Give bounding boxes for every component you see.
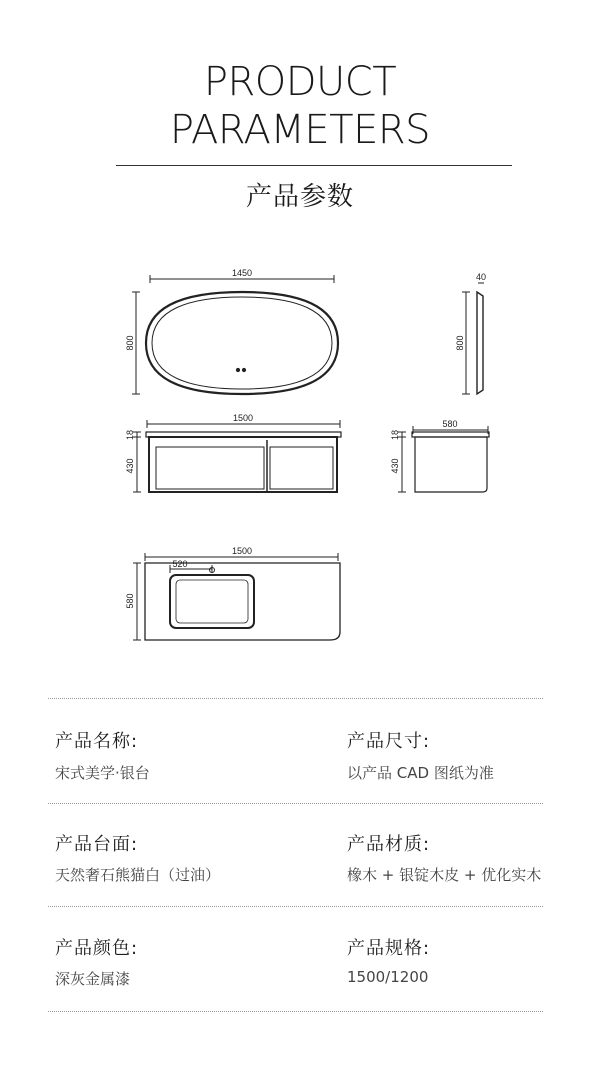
param-value-name: 宋式美学·银台 (55, 764, 150, 782)
param-value-color: 深灰金属漆 (55, 970, 131, 988)
divider (48, 1011, 543, 1012)
param-value-countertop: 天然奢石熊猫白（过油） (55, 866, 221, 884)
dim-mirror-side-height: 800 (455, 335, 465, 351)
cabinet-top-view (133, 553, 340, 640)
param-label-size: 产品尺寸: (347, 731, 431, 752)
mirror-side-view (462, 283, 484, 394)
dim-cabinet-side-top-thickness: 18 (390, 429, 400, 441)
title-line-2: PARAMETERS (169, 107, 431, 153)
cabinet-front-view (133, 420, 341, 492)
dim-cabinet-side-depth: 580 (442, 419, 458, 429)
dim-mirror-side-depth: 40 (475, 272, 487, 282)
param-label-spec: 产品规格: (347, 938, 431, 959)
divider (48, 906, 543, 907)
dim-top-view-width: 1500 (231, 546, 253, 556)
dim-mirror-height: 800 (125, 335, 135, 351)
page-subtitle: 产品参数 (245, 182, 354, 212)
divider (48, 698, 543, 699)
divider (48, 803, 543, 804)
param-label-color: 产品颜色: (55, 938, 139, 959)
title-line-1: PRODUCT (203, 59, 397, 105)
dim-cabinet-width: 1500 (232, 413, 254, 423)
dim-cabinet-top-thickness: 18 (125, 429, 135, 441)
param-label-countertop: 产品台面: (55, 834, 139, 855)
dim-top-view-depth: 580 (125, 593, 135, 609)
param-value-spec: 1500/1200 (347, 968, 429, 986)
mirror-front-view (132, 275, 338, 394)
dim-cabinet-side-height: 430 (390, 458, 400, 474)
param-label-name: 产品名称: (55, 731, 139, 752)
cabinet-side-view (398, 426, 489, 492)
param-label-material: 产品材质: (347, 834, 431, 855)
dim-mirror-width: 1450 (231, 268, 253, 278)
param-value-size: 以产品 CAD 图纸为准 (347, 764, 494, 782)
param-value-material: 橡木 + 银锭木皮 + 优化实木 (347, 866, 542, 884)
dim-top-view-offset: 520 (172, 559, 188, 569)
dim-cabinet-height: 430 (125, 458, 135, 474)
